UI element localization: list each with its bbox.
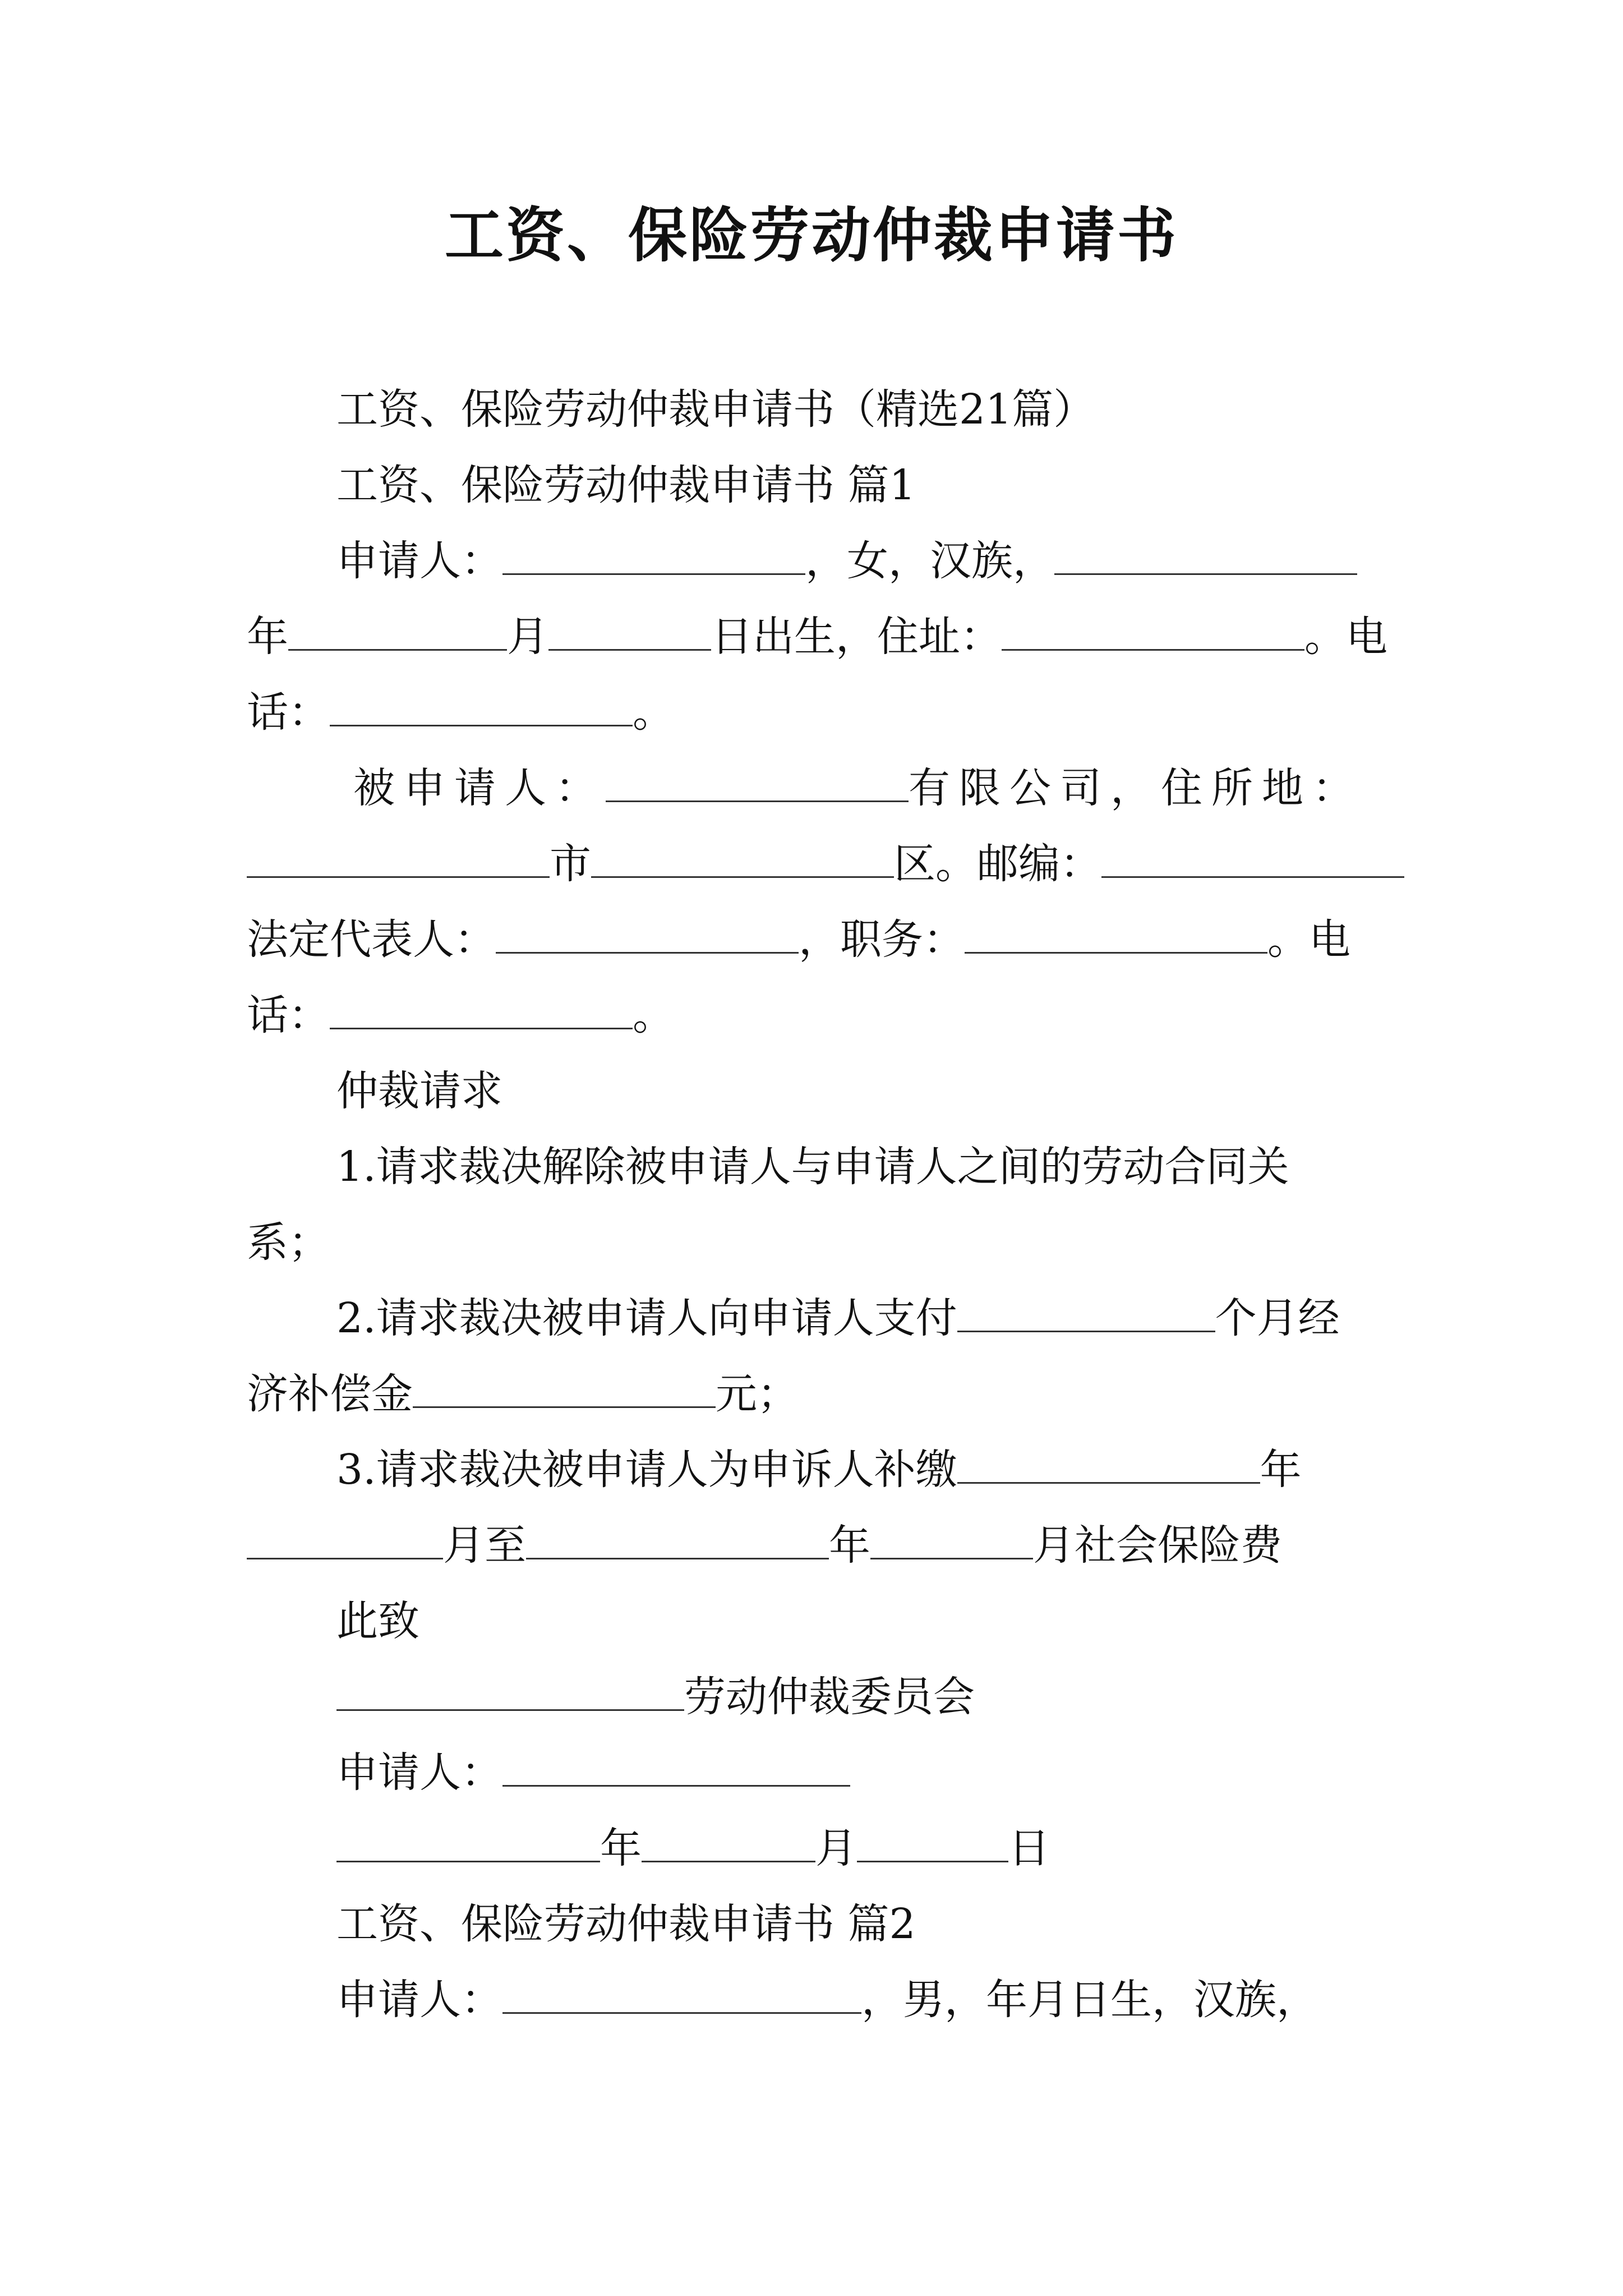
section-heading-2 — [336, 1896, 1481, 1952]
claim-1-line — [336, 1139, 1481, 1195]
respondent-phone-line — [247, 987, 1391, 1043]
label-respondent: 被申请人： — [353, 764, 606, 812]
label-applicant-2: 申请人： — [336, 1976, 502, 2024]
claim-3-text: 3.请求裁决被申请人为申诉人补缴 — [336, 1446, 957, 1494]
label-company-residence: 有限公司，住所地： — [909, 764, 1363, 812]
blank-months — [957, 1291, 1215, 1332]
applicant-line — [336, 533, 1481, 589]
blank-compensation-amount — [413, 1367, 716, 1408]
date-line — [336, 1820, 1481, 1876]
label-yuan: 元； — [716, 1370, 799, 1418]
birth-address-line — [247, 609, 1391, 665]
label-end-year: 年 — [829, 1521, 870, 1570]
claims-heading-text: 仲裁请求 — [336, 1067, 502, 1115]
blank-sign-day — [857, 1821, 1008, 1862]
blank-applicant-phone — [330, 685, 633, 726]
collection-heading — [336, 381, 1481, 438]
label-sign-month: 月 — [815, 1824, 857, 1872]
blank-position — [965, 913, 1267, 954]
period: 。 — [633, 688, 674, 737]
label-phone-end: 话： — [247, 688, 330, 737]
blank-zip — [1101, 837, 1404, 878]
label-born-address: 日出生，住址： — [711, 613, 1002, 661]
applicant-phone-line — [247, 684, 1391, 740]
label-applicant: 申请人： — [336, 537, 502, 585]
blank-sign-year — [336, 1821, 600, 1862]
blank-city — [247, 837, 550, 878]
label-sign-year: 年 — [600, 1824, 642, 1872]
claim-2-text: 2.请求裁决被申请人向申请人支付 — [336, 1294, 957, 1342]
label-start-year: 年 — [1260, 1446, 1302, 1494]
label-gender-ethnicity: ，女，汉族， — [805, 537, 1054, 585]
applicant-line-2 — [336, 1972, 1481, 2028]
section-heading-1-text: 工资、保险劳动仲裁申请书 篇1 — [336, 461, 916, 509]
period-2: 。 — [633, 991, 674, 1039]
blank-applicant-signature — [502, 1746, 850, 1787]
blank-company-name — [606, 761, 909, 802]
committee-line — [336, 1669, 1481, 1725]
claim-2-continuation — [247, 1366, 1391, 1422]
blank-committee — [336, 1670, 684, 1711]
blank-sign-month — [642, 1821, 815, 1862]
blank-district — [591, 837, 894, 878]
claim-2-line — [336, 1290, 1481, 1346]
blank-start-year — [957, 1443, 1260, 1484]
label-compensation: 济补偿金 — [247, 1370, 413, 1418]
claim-1-text: 1.请求裁决解除被申请人与申请人之间的劳动合同关 — [336, 1143, 1289, 1191]
label-month-to: 月至 — [443, 1521, 526, 1570]
label-district-zip: 区。邮编： — [894, 840, 1101, 888]
label-social-insurance: 月社会保险费 — [1033, 1521, 1282, 1570]
blank-legal-rep — [496, 913, 799, 954]
blank-end-year — [526, 1519, 829, 1559]
label-committee: 劳动仲裁委员会 — [684, 1673, 975, 1721]
label-months-econ: 个月经 — [1215, 1294, 1340, 1342]
label-sign-day: 日 — [1008, 1824, 1050, 1872]
blank-birth-month — [288, 610, 507, 651]
blank-respondent-phone — [330, 988, 633, 1029]
label-legal-rep: 法定代表人： — [247, 915, 496, 964]
collection-heading-text: 工资、保险劳动仲裁申请书（精选21篇） — [336, 385, 1095, 434]
blank-birth-day — [548, 610, 711, 651]
label-city: 市 — [550, 840, 591, 888]
claim-1-continuation — [247, 1214, 1391, 1271]
claims-heading — [336, 1063, 1481, 1119]
section-heading-1 — [336, 457, 1481, 513]
city-district-line — [247, 836, 1391, 892]
label-phone-end-2: 话： — [247, 991, 330, 1039]
blank-end-month — [870, 1519, 1033, 1559]
label-applicant-2-details: ，男，年月日生，汉族， — [861, 1976, 1318, 2024]
claim-1-continuation-text: 系； — [247, 1218, 330, 1267]
label-position: ，职务： — [799, 915, 965, 964]
label-year: 年 — [247, 613, 288, 661]
blank-birth-year — [1054, 534, 1357, 575]
legal-rep-line — [247, 912, 1391, 968]
label-applicant-sign: 申请人： — [336, 1749, 502, 1797]
salutation — [336, 1593, 1481, 1649]
blank-address — [1002, 610, 1304, 651]
claim-3-continuation — [247, 1517, 1391, 1573]
blank-applicant-name-2 — [502, 1973, 861, 2014]
claim-3-line — [336, 1442, 1481, 1498]
label-month: 月 — [507, 613, 548, 661]
label-phone-start: 。电 — [1304, 613, 1387, 661]
document-title: 工资、保险劳动仲裁申请书 — [444, 201, 1178, 270]
respondent-line — [353, 760, 1497, 816]
blank-applicant-name — [502, 534, 805, 575]
blank-start-month — [247, 1519, 443, 1559]
salutation-text: 此致 — [336, 1597, 419, 1645]
label-phone-start-2: 。电 — [1267, 915, 1350, 964]
signature-line — [336, 1745, 1481, 1801]
section-heading-2-text: 工资、保险劳动仲裁申请书 篇2 — [336, 1900, 916, 1948]
